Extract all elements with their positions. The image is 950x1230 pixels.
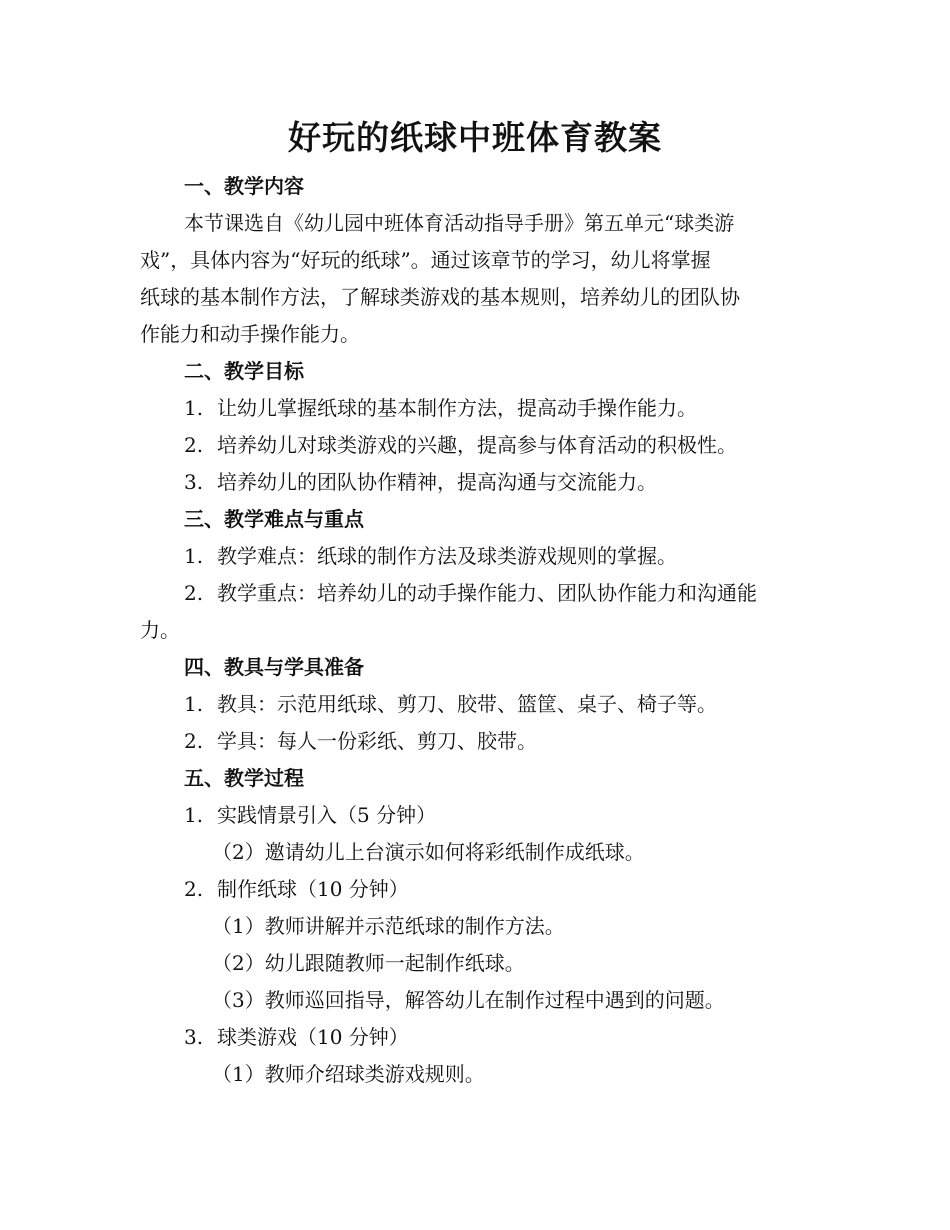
paragraph-line: 戏”，具体内容为“好玩的纸球”。通过该章节的学习，幼儿将掌握 bbox=[140, 248, 711, 272]
step-item: 1. 实践情景引入（5 分钟） bbox=[184, 803, 437, 827]
list-item: 1. 让幼儿掌握纸球的基本制作方法，提高动手操作能力。 bbox=[184, 396, 697, 420]
paragraph-line: 纸球的基本制作方法，了解球类游戏的基本规则，培养幼儿的团队协 bbox=[140, 285, 740, 309]
step-item: 3. 球类游戏（10 分钟） bbox=[184, 1025, 409, 1049]
list-item: 3. 培养幼儿的团队协作精神，提高沟通与交流能力。 bbox=[184, 470, 657, 494]
list-item: 1. 教学难点：纸球的制作方法及球类游戏规则的掌握。 bbox=[184, 544, 677, 568]
sub-step: （2）邀请幼儿上台演示如何将彩纸制作成纸球。 bbox=[212, 840, 645, 864]
paragraph-line: 作能力和动手操作能力。 bbox=[140, 322, 360, 346]
section-heading-content: 一、教学内容 bbox=[184, 174, 304, 198]
sub-step: （2）幼儿跟随教师一起制作纸球。 bbox=[212, 951, 525, 975]
sub-step: （1）教师讲解并示范纸球的制作方法。 bbox=[212, 914, 565, 938]
section-heading-process: 五、教学过程 bbox=[184, 766, 304, 790]
section-heading-difficulties: 三、教学难点与重点 bbox=[184, 507, 364, 531]
page-title: 好玩的纸球中班体育教案 bbox=[288, 118, 662, 157]
list-item: 2. 学具：每人一份彩纸、剪刀、胶带。 bbox=[184, 729, 537, 753]
section-heading-materials: 四、教具与学具准备 bbox=[184, 655, 364, 679]
paragraph-line: 本节课选自《幼儿园中班体育活动指导手册》第五单元“球类游 bbox=[184, 211, 735, 235]
list-item: 1. 教具：示范用纸球、剪刀、胶带、篮筐、桌子、椅子等。 bbox=[184, 692, 717, 716]
list-item-wrap: 力。 bbox=[140, 618, 180, 642]
section-heading-goals: 二、教学目标 bbox=[184, 359, 304, 383]
sub-step: （3）教师巡回指导，解答幼儿在制作过程中遇到的问题。 bbox=[212, 988, 725, 1012]
list-item: 2. 培养幼儿对球类游戏的兴趣，提高参与体育活动的积极性。 bbox=[184, 433, 737, 457]
list-item: 2. 教学重点：培养幼儿的动手操作能力、团队协作能力和沟通能 bbox=[184, 581, 757, 605]
sub-step: （1）教师介绍球类游戏规则。 bbox=[212, 1062, 485, 1086]
step-item: 2. 制作纸球（10 分钟） bbox=[184, 877, 409, 901]
